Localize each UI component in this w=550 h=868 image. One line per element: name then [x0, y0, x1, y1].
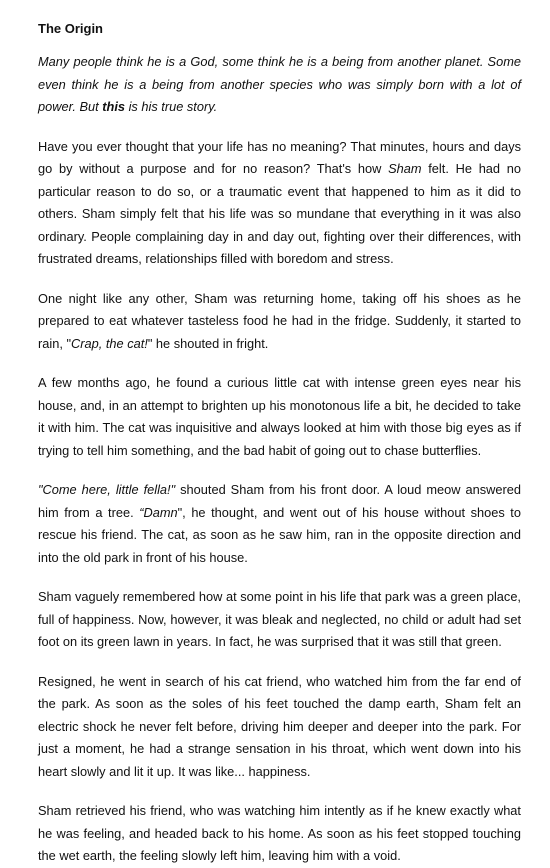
paragraph — [38, 800, 521, 868]
text-run: Sham retrieved his friend, who was watching him intently as if he knew exactly what he was feeling, and headed back to his home. As soon as his feet stopped touching the wet earth, the feeling slowly left him, leaving him with a void. — [38, 803, 521, 863]
paragraph — [38, 372, 521, 462]
paragraph — [38, 136, 521, 271]
text-run: is his true story. — [125, 99, 218, 114]
text-run: One night like any other, Sham was returning home, taking off his shoes as he prepared to eat whatever tasteless food he had in the fridge. Suddenly, it started to rain, " — [38, 290, 521, 351]
text-run-italic: Crap, the cat! — [71, 335, 148, 351]
text-run: Have you ever thought that your life has no meaning? That minutes, hours and days go by without a purpose and for no reason? That's how — [38, 138, 521, 176]
text-run-italic: “Damn — [139, 504, 178, 520]
text-run: ", he thought, and went out of his house without shoes to rescue his friend. The cat, as soon as he saw him, ran in the opposite direction and into the old park in front of his house. — [38, 504, 521, 565]
paragraph-intro — [38, 51, 521, 119]
document-title: The Origin — [38, 21, 103, 36]
text-run-italic: "Come here, little fella!" — [38, 482, 176, 497]
paragraph — [38, 479, 521, 569]
text-run: Resigned, he went in search of his cat friend, who watched him from the far end of the park. As soon as the soles of his feet touched the damp earth, Sham felt an electric shock he never felt before, driving him deeper and deeper into the park. For just a moment, he had a strange sensation in his throat, which went down into his heart slowly and lit it up. It was like... happiness. — [38, 673, 521, 779]
text-run: A few months ago, he found a curious little cat with intense green eyes near his house, and, in an attempt to brighten up his monotonous life a bit, he decided to take it with him. The cat was inquisitive and always looked at him with those big eyes as if trying to tell him something, and the bad habit of going out to chase butterflies. — [38, 375, 521, 458]
text-run-emphasis: this — [102, 99, 126, 114]
text-run-italic: Sham — [388, 161, 422, 176]
text-run: " he shouted in fright. — [147, 335, 269, 351]
paragraph — [38, 288, 521, 356]
text-run: shouted Sham from his front door. A loud meow answered him from a tree. — [38, 482, 522, 520]
text-run: felt. He had no particular reason to do so, or a traumatic event that happened to him as it did to others. Sham simply felt that his life was so mundane that everything in it was also ordinary. People complaining day in and day out, fighting over their differences, with frustrated dreams, relationships filled with boredom and stress. — [38, 161, 521, 266]
text-run: Sham vaguely remembered how at some point in his life that park was a green place, full of happiness. Now, however, it was bleak and neglected, no child or adult had set foot on its green lawn in years. In fact, he was surprised that it was still that green. — [38, 589, 521, 649]
paragraph — [38, 586, 521, 654]
paragraph — [38, 671, 521, 784]
text-run: Many people think he is a God, some think he is a being from another planet. Some even think he is a being from another species who was simply born with a lot of power. But — [38, 54, 521, 114]
